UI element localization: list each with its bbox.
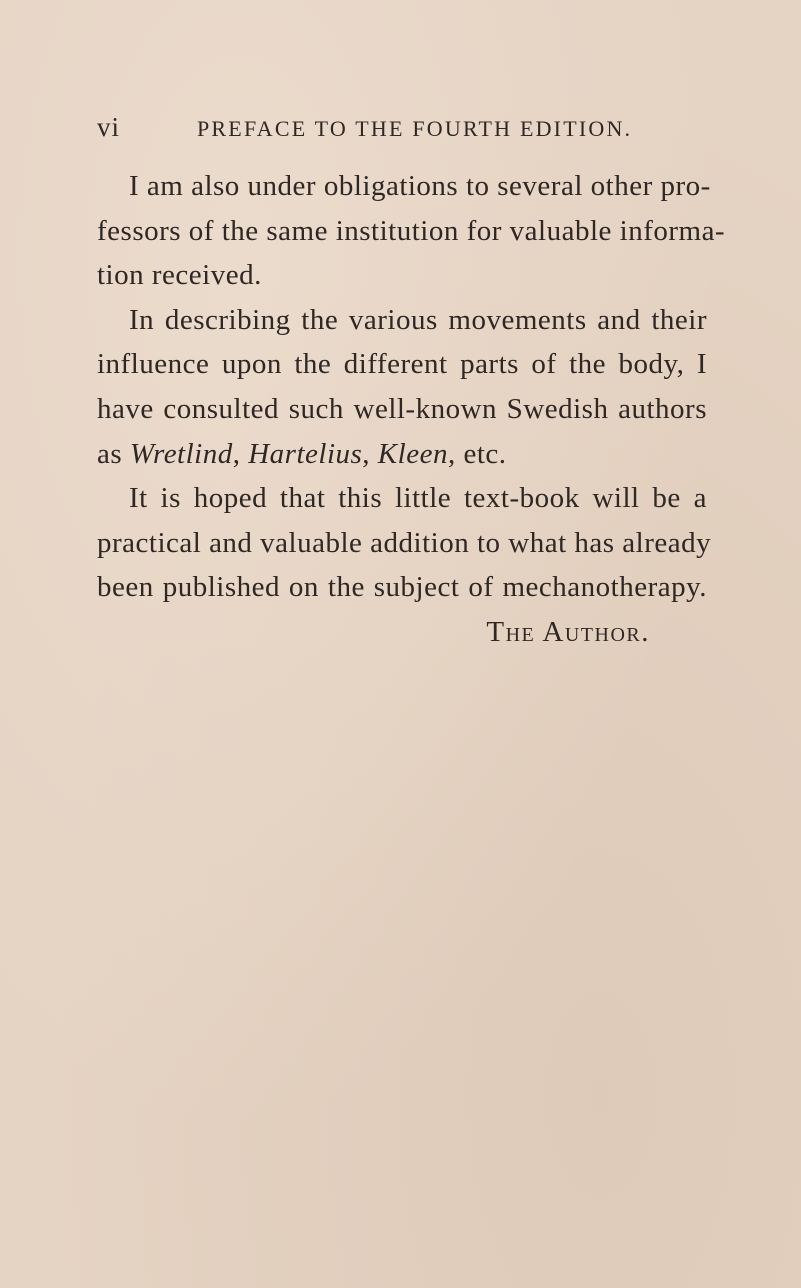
page-header <box>97 112 707 152</box>
author-name: Hartelius <box>248 437 363 470</box>
text-line: fessors of the same institution for valuable informa- <box>97 214 726 247</box>
text-line: tion received. <box>97 259 262 292</box>
text-fragment: , <box>362 437 378 470</box>
paragraph-1 <box>97 164 726 298</box>
text-line: In describing the various movements and their <box>129 303 707 336</box>
text-line: practical and valuable addition to what has already <box>97 526 712 559</box>
text-line: I am also under obligations to several other pro- <box>129 170 711 202</box>
page-number: vi <box>97 112 121 142</box>
paragraph-2 <box>97 298 707 476</box>
text-line: been published on the subject of mechanotherapy. <box>97 571 707 604</box>
text-line-authors <box>97 432 707 477</box>
author-name: Wretlind <box>129 437 233 470</box>
author-name: Kleen <box>377 437 448 470</box>
text-fragment: , etc. <box>447 437 507 470</box>
text-fragment: , <box>232 437 249 470</box>
text-line: It is hoped that this little text-book will be a <box>129 482 707 515</box>
paragraph-3 <box>97 476 712 610</box>
running-head: PREFACE TO THE FOURTH EDITION. <box>197 116 633 141</box>
text-line: influence upon the different parts of the body, I <box>97 348 707 381</box>
text-line: have consulted such well-known Swedish authors <box>97 392 707 425</box>
preface-text <box>97 164 726 655</box>
text-fragment: as <box>97 437 130 470</box>
signature: The Author. <box>486 615 650 648</box>
